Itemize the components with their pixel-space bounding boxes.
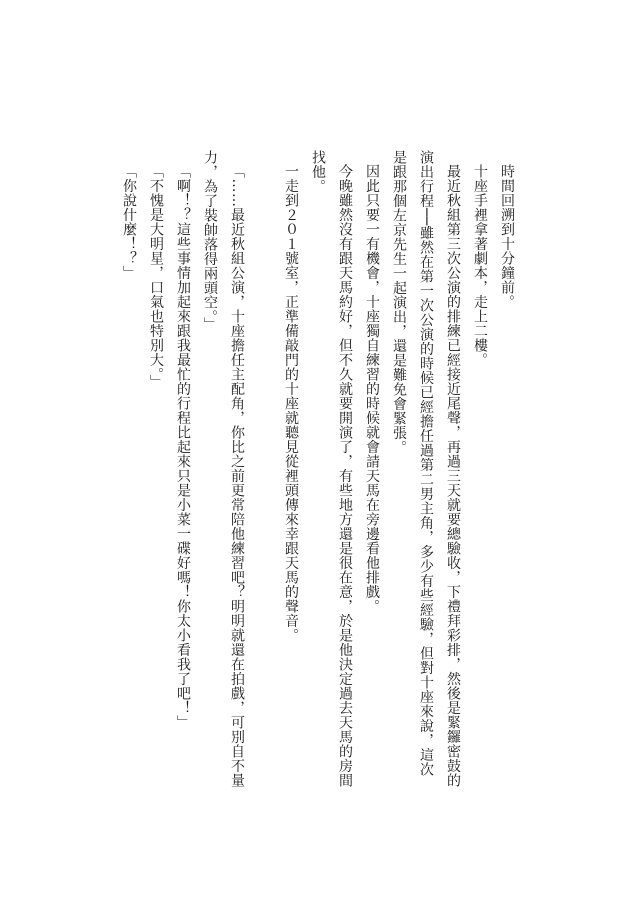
paragraph-5: 今晚雖然沒有跟天馬約好，但不久就要開演了，有些地方還是很在意，於是他決定過去天馬的房間找他。 (310, 150, 353, 788)
vertical-text-body (115, 150, 520, 790)
dialogue-4: 「你說什麼！？」 (121, 164, 137, 280)
dialogue-2: 「啊！？這些事情加起來跟我最忙的行程比起來只是小菜一碟好嗎！你太小看我了吧！」 (175, 164, 191, 730)
paragraph-1: 時間回溯到十分鐘前。 (499, 164, 515, 309)
paragraph-gap (250, 150, 277, 790)
dialogue-3: 「不愧是大明星，口氣也特別大。」 (148, 164, 164, 389)
dialogue-1: 「……最近秋組公演，十座擔任主配角，你比之前更常陪他練習吧？明明就還在拍戲，可別自不量力，為了裝帥落得兩頭空。」 (202, 150, 245, 788)
paragraph-3: 最近秋組第三次公演的排練已經接近尾聲，再過三天就要總驗收，下禮拜彩排，然後是緊鑼密鼓的演出行程──雖然在第一次公演的時候已經擔任過第二男主角，多少有些經驗，但對十座來說，這次是跟那個左京先生一起演出，還是難免會緊張。 (391, 150, 461, 788)
paragraph-4: 因此只要一有機會，十座獨自練習的時候就會請天馬在旁邊看他排戲。 (364, 164, 380, 614)
paragraph-6: 一走到２０１號室，正準備敲門的十座就聽見從裡頭傳來幸跟天馬的聲音。 (283, 164, 299, 643)
paragraph-2: 十座手裡拿著劇本，走上二樓。 (472, 164, 488, 367)
